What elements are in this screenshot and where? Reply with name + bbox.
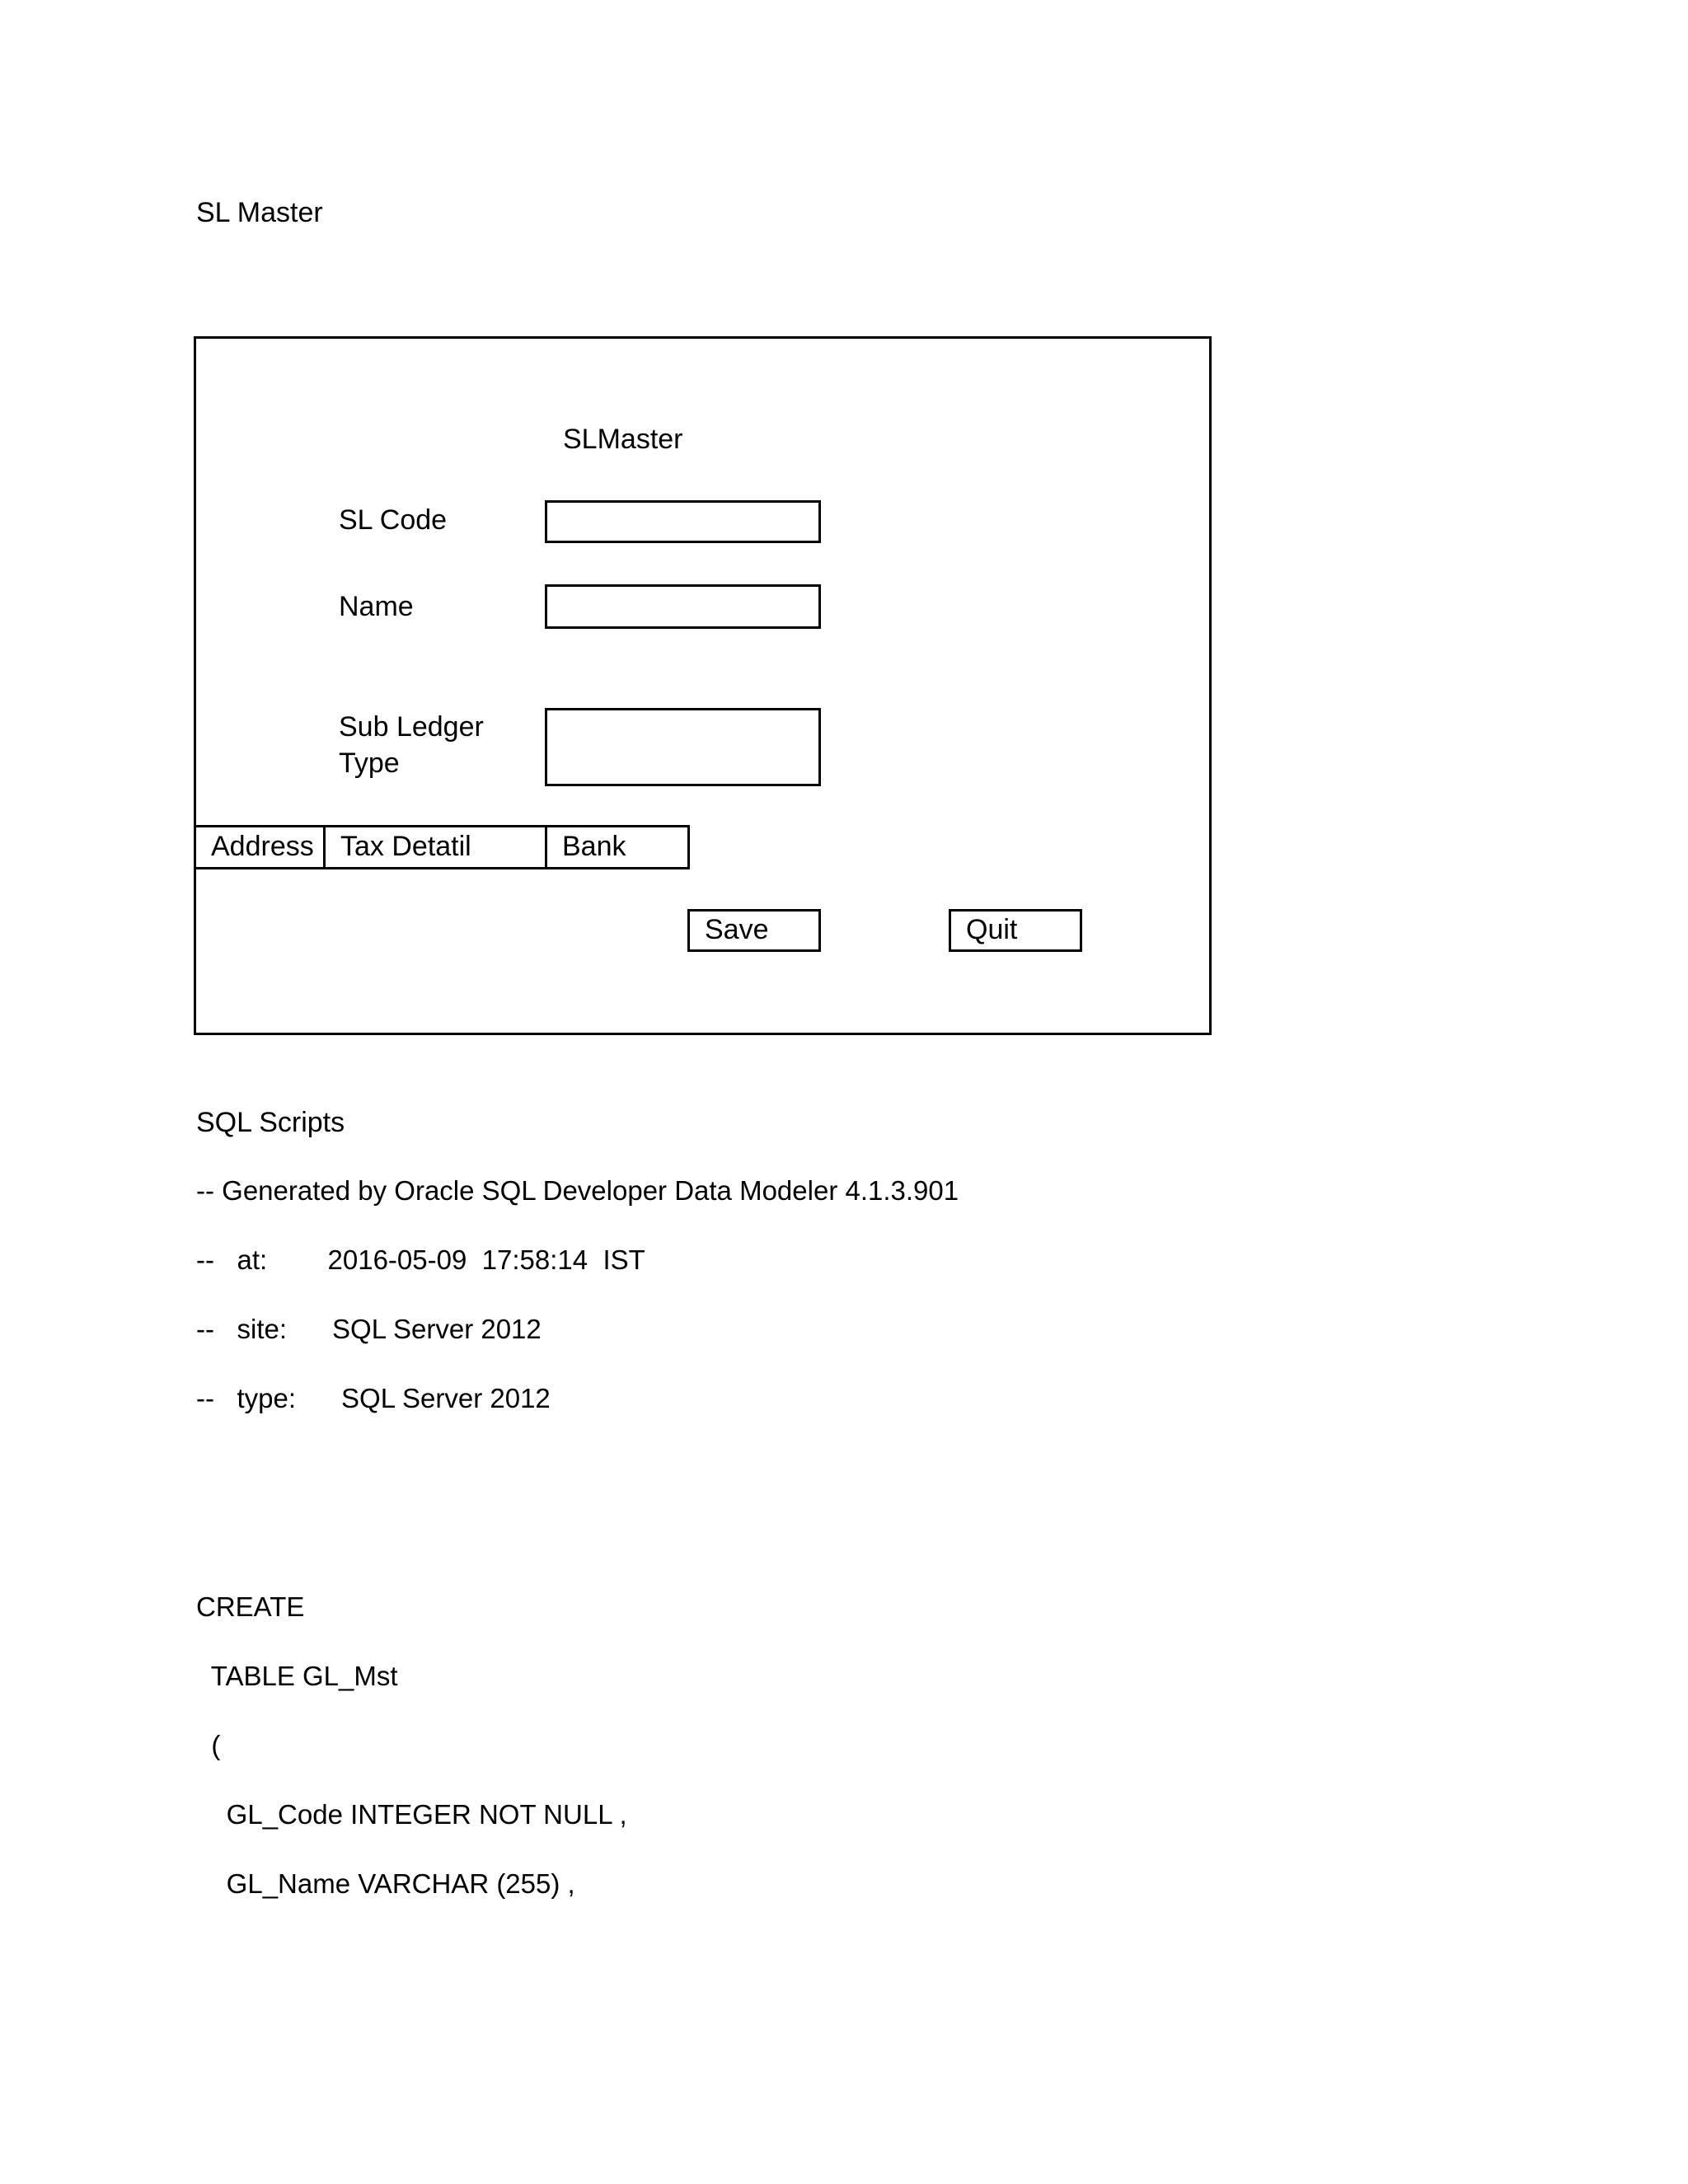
sql-comment-at: -- at: 2016-05-09 17:58:14 IST (196, 1244, 645, 1275)
sub-ledger-type-label-line2: Type (339, 748, 400, 779)
sub-ledger-type-input[interactable] (545, 708, 821, 786)
sql-line-create: CREATE (196, 1591, 305, 1622)
sql-scripts-heading: SQL Scripts (196, 1107, 345, 1138)
sub-ledger-type-label-line1: Sub Ledger (339, 711, 484, 743)
tab-address[interactable]: Address (194, 825, 326, 869)
sql-comment-site: -- site: SQL Server 2012 (196, 1314, 542, 1344)
name-input[interactable] (545, 584, 821, 629)
sql-line-table: TABLE GL_Mst (196, 1661, 398, 1691)
save-button[interactable]: Save (687, 909, 821, 952)
sl-code-label: SL Code (339, 504, 448, 536)
sql-comment-generated: -- Generated by Oracle SQL Developer Data Modeler 4.1.3.901 (196, 1175, 959, 1206)
document-heading: SL Master (196, 197, 323, 228)
sql-line-gl-name: GL_Name VARCHAR (255) , (196, 1868, 575, 1899)
sql-line-open-paren: ( (196, 1730, 221, 1760)
tab-bank[interactable]: Bank (545, 825, 690, 869)
sl-code-input[interactable] (545, 500, 821, 543)
tab-tax-detail[interactable]: Tax Detatil (323, 825, 547, 869)
quit-button[interactable]: Quit (949, 909, 1082, 952)
sql-line-gl-code: GL_Code INTEGER NOT NULL , (196, 1799, 627, 1830)
name-label: Name (339, 591, 414, 622)
form-title: SLMaster (563, 424, 683, 455)
sql-comment-type: -- type: SQL Server 2012 (196, 1383, 551, 1413)
